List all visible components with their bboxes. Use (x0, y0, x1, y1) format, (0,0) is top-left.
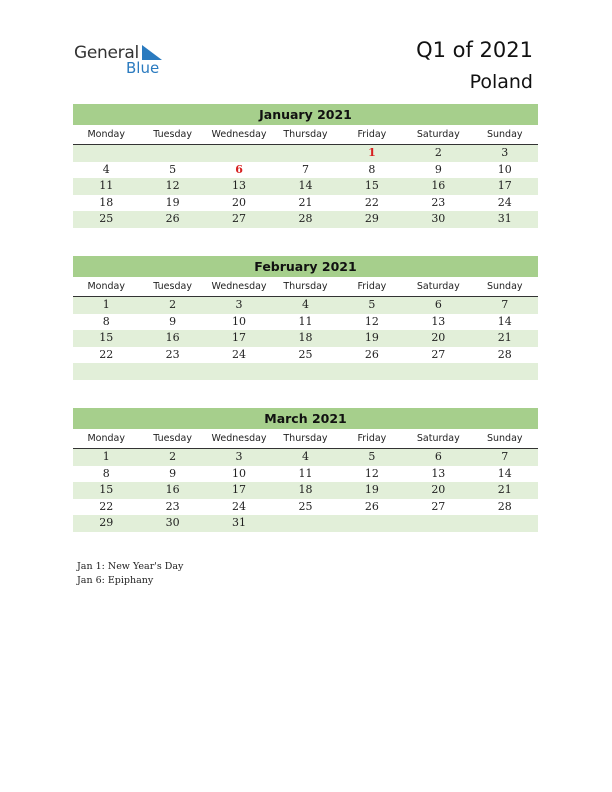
day-cell: 3 (235, 450, 243, 463)
day-cell: 11 (298, 314, 313, 328)
day-cell: 7 (501, 450, 509, 463)
day-cell (472, 363, 538, 380)
day-cell: 7 (501, 298, 509, 311)
day-cell: 16 (431, 179, 446, 192)
day-cell: 5 (169, 162, 177, 176)
weekday-label: Sunday (486, 129, 523, 140)
day-cell: 20 (431, 331, 446, 344)
day-cell: 26 (364, 347, 379, 361)
weekday-label: Saturday (416, 433, 460, 444)
day-cell: 8 (102, 314, 110, 328)
day-cell: 20 (232, 195, 247, 209)
day-cell: 14 (497, 466, 512, 480)
day-cell: 22 (99, 347, 114, 361)
week-row (73, 178, 538, 195)
month-march (73, 408, 538, 532)
day-cell: 9 (169, 466, 177, 480)
logo-triangle-icon (142, 45, 162, 60)
day-cell: 16 (165, 331, 180, 344)
day-cell: 13 (431, 466, 446, 480)
week-row (73, 363, 538, 380)
day-cell: 5 (368, 450, 376, 463)
week-row (73, 515, 538, 532)
day-cell: 25 (298, 499, 313, 513)
day-cell: 9 (169, 314, 177, 328)
day-cell: 27 (431, 347, 446, 361)
day-cell: 18 (298, 483, 313, 496)
day-cell: 24 (232, 347, 247, 361)
week-row (73, 449, 538, 466)
day-cell: 13 (232, 179, 247, 192)
week-row (73, 211, 538, 228)
day-cell: 3 (235, 298, 243, 311)
weekday-label: Sunday (486, 281, 523, 292)
day-cell: 22 (99, 499, 114, 513)
month-title: March 2021 (73, 408, 538, 429)
day-cell (206, 145, 272, 162)
day-cell: 14 (298, 179, 313, 192)
day-cell: 11 (298, 466, 313, 480)
day-cell (206, 363, 272, 380)
day-cell: 27 (431, 499, 446, 513)
day-cell: 1 (102, 298, 110, 311)
day-cell: 4 (301, 298, 309, 311)
day-cell: 10 (497, 162, 512, 176)
day-cell: 22 (364, 195, 379, 209)
day-cell (139, 145, 205, 162)
week-row (73, 297, 538, 314)
day-cell (405, 363, 471, 380)
month-title: January 2021 (73, 104, 538, 125)
month-february (73, 256, 538, 380)
day-cell (272, 515, 338, 532)
weekday-header-row (73, 429, 538, 449)
day-cell: 28 (497, 499, 512, 513)
day-cell: 25 (298, 347, 313, 361)
day-cell: 9 (434, 162, 442, 176)
weekday-label: Sunday (486, 433, 523, 444)
week-row (73, 499, 538, 516)
day-cell: 3 (501, 146, 509, 159)
day-cell: 8 (368, 162, 376, 176)
day-cell: 17 (497, 179, 512, 192)
day-cell: 30 (431, 212, 446, 225)
weekday-label: Monday (87, 281, 125, 292)
day-cell: 31 (497, 212, 512, 225)
day-cell: 24 (232, 499, 247, 513)
weekday-label: Thursday (283, 129, 328, 140)
week-row (73, 314, 538, 331)
day-cell (272, 145, 338, 162)
day-cell: 17 (232, 331, 247, 344)
day-cell: 15 (99, 483, 114, 496)
weekday-label: Monday (87, 433, 125, 444)
day-cell: 6 (434, 450, 442, 463)
day-cell: 12 (364, 314, 379, 328)
month-title: February 2021 (73, 256, 538, 277)
weekday-label: Tuesday (153, 281, 192, 292)
weekday-label: Tuesday (153, 433, 192, 444)
day-cell: 26 (364, 499, 379, 513)
day-cell: 24 (497, 195, 512, 209)
day-cell: 21 (298, 195, 313, 209)
day-cell: 13 (431, 314, 446, 328)
day-cell (472, 515, 538, 532)
weekday-label: Thursday (283, 433, 328, 444)
day-cell: 2 (169, 450, 177, 463)
day-cell: 30 (165, 516, 180, 529)
day-cell: 4 (301, 450, 309, 463)
day-cell: 19 (364, 483, 379, 496)
day-cell: 21 (497, 483, 512, 496)
day-cell: 14 (497, 314, 512, 328)
day-cell (339, 515, 405, 532)
logo (74, 43, 174, 77)
day-cell: 21 (497, 331, 512, 344)
day-cell: 1 (102, 450, 110, 463)
day-cell (73, 145, 139, 162)
week-row (73, 162, 538, 179)
weekday-label: Friday (357, 129, 387, 140)
weekday-label: Wednesday (211, 281, 267, 292)
day-cell: 12 (165, 179, 180, 192)
day-cell: 25 (99, 212, 114, 225)
day-cell: 27 (232, 212, 247, 225)
day-cell: 29 (99, 516, 114, 529)
day-cell (272, 363, 338, 380)
day-cell: 18 (298, 331, 313, 344)
day-cell: 4 (102, 162, 110, 176)
day-cell: 26 (165, 212, 180, 225)
day-cell: 31 (232, 516, 247, 529)
day-cell: 28 (497, 347, 512, 361)
weekday-label: Wednesday (211, 129, 267, 140)
day-cell: 6 (434, 298, 442, 311)
week-row (73, 482, 538, 499)
week-row (73, 347, 538, 364)
day-cell: 2 (169, 298, 177, 311)
day-cell (339, 363, 405, 380)
day-cell: 7 (301, 162, 309, 176)
day-cell: 2 (434, 146, 442, 159)
weekday-label: Tuesday (153, 129, 192, 140)
page-title: Q1 of 2021 (416, 38, 533, 62)
day-cell: 17 (232, 483, 247, 496)
holiday-note: Jan 6: Epiphany (77, 574, 154, 586)
logo-word-blue: Blue (126, 59, 160, 77)
weekday-label: Monday (87, 129, 125, 140)
logo-word-general: General (74, 43, 139, 63)
day-cell: 6 (235, 162, 243, 176)
day-cell: 19 (165, 195, 180, 209)
holiday-notes (77, 560, 183, 587)
weekday-label: Friday (357, 433, 387, 444)
day-cell (405, 515, 471, 532)
day-cell: 16 (165, 483, 180, 496)
weekday-label: Thursday (283, 281, 328, 292)
weekday-label: Saturday (416, 129, 460, 140)
weekday-label: Saturday (416, 281, 460, 292)
day-cell: 15 (364, 179, 379, 192)
weekday-header-row (73, 277, 538, 297)
day-cell: 11 (99, 179, 114, 192)
weekday-header-row (73, 125, 538, 145)
day-cell: 8 (102, 466, 110, 480)
day-cell: 12 (364, 466, 379, 480)
week-row (73, 145, 538, 162)
day-cell: 10 (232, 466, 247, 480)
day-cell: 29 (364, 212, 379, 225)
country-name: Poland (469, 71, 533, 93)
holiday-note: Jan 1: New Year's Day (77, 561, 184, 572)
day-cell: 23 (165, 347, 180, 361)
week-row (73, 330, 538, 347)
week-row (73, 466, 538, 483)
day-cell: 15 (99, 331, 114, 344)
day-cell: 20 (431, 483, 446, 496)
day-cell: 1 (368, 146, 376, 159)
day-cell: 23 (165, 499, 180, 513)
day-cell (73, 363, 139, 380)
week-row (73, 195, 538, 212)
weekday-label: Friday (357, 281, 387, 292)
day-cell: 5 (368, 298, 376, 311)
day-cell: 28 (298, 212, 313, 225)
day-cell: 10 (232, 314, 247, 328)
month-january (73, 104, 538, 228)
day-cell: 18 (99, 195, 114, 209)
weekday-label: Wednesday (211, 433, 267, 444)
day-cell: 23 (431, 195, 446, 209)
day-cell (139, 363, 205, 380)
day-cell: 19 (364, 331, 379, 344)
